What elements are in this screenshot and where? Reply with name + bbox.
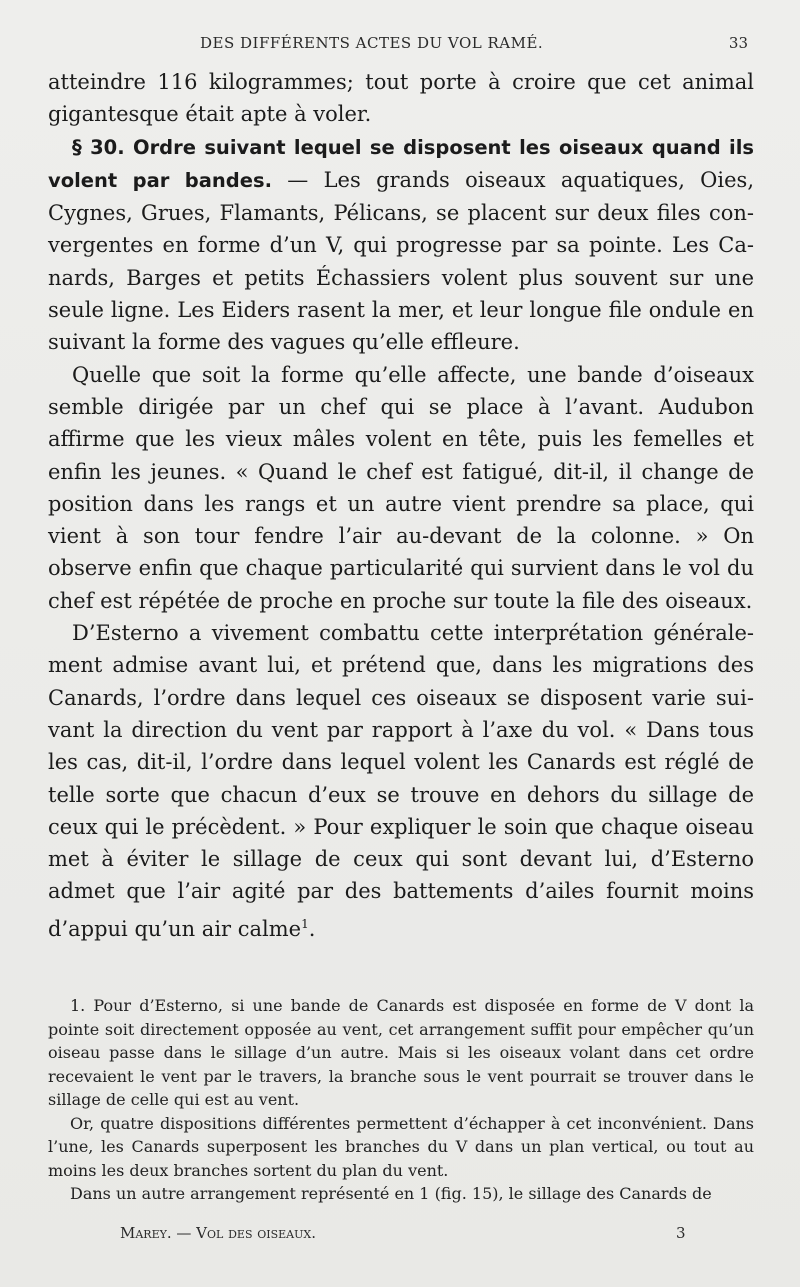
paragraph-end: . bbox=[308, 916, 316, 941]
running-title: DES DIFFÉRENTS ACTES DU VOL RAMÉ. bbox=[200, 34, 544, 52]
footnote-1-continued: Or, quatre dispositions différentes permettent d’échapper à cet inconvénient. Dans l’une, les Canards superposent les branches du V dans un plan vertical, ou tout au moins les deux branches sortent du plan du vent. bbox=[48, 1113, 754, 1180]
paragraph-desterno bbox=[48, 617, 754, 945]
footnotes bbox=[48, 994, 754, 1206]
paragraph-continuation: atteindre 116 kilogrammes; tout porte à croire que cet animal gigantesque était apte à voler. bbox=[48, 70, 754, 127]
main-text bbox=[48, 66, 754, 945]
footnote-1: 1. Pour d’Esterno, si une bande de Canards est disposée en forme de V dont la pointe soit directement opposée au vent, cet arrangement suffit pour empêcher qu’un oiseau passe dans le sillage d’un autre. Mais si les oiseaux volant dans cet ordre recevaient le vent par le travers, la branche sous le vent pourrait se trouver dans le sillage de celle qui est au vent. bbox=[48, 996, 754, 1109]
footnote-1-figure-ref: Dans un autre arrangement représenté en 1 (fig. 15), le sillage des Canards de bbox=[70, 1184, 712, 1203]
page-number: 33 bbox=[728, 34, 748, 52]
paragraph-leader: Quelle que soit la forme qu’elle affecte, une bande d’oiseaux semble dirigée par un chef qui se place à l’avant. Audubon affirme que les vieux mâles volent en tête, puis les femelles et enfin les jeunes. « Quand le chef est fatigué, dit-il, il change de position dans les rangs et un autre vient prendre sa place, qui vient à son tour fendre l’air au-devant de la colonne. » On observe enfin que chaque particularité qui survient dans le vol du chef est répétée de proche en proche sur toute la file des oiseaux. bbox=[48, 362, 754, 613]
footer-author: Marey. — Vol des oiseaux. bbox=[120, 1224, 316, 1242]
paragraph-section-30 bbox=[48, 131, 754, 359]
running-header bbox=[0, 34, 800, 56]
section-heading: § 30. Ordre suivant lequel se disposent les oiseaux quand ils volent par bandes. bbox=[48, 135, 754, 192]
section-text: — Les grands oiseaux aquatiques, Oies, Cygnes, Grues, Flamants, Pélicans, se placent sur deux files convergentes en forme d’un V, qui progresse par sa pointe. Les Canards, Barges et petits Échassiers volent plus souvent sur une seule ligne. Les Eiders rasent la mer, et leur longue file ondule en suivant la forme des vagues qu’elle effleure. bbox=[48, 167, 754, 355]
paragraph-desterno-text: D’Esterno a vivement combattu cette interprétation généralement admise avant lui, et prétend que, dans les migrations des Canards, l’ordre dans lequel ces oiseaux se disposent varie suivant la direction du vent par rapport à l’axe du vol. « Dans tous les cas, dit-il, l’ordre dans lequel volent les Canards est réglé de telle sorte que chacun d’eux se trouve en dehors du sillage de ceux qui le précèdent. » Pour expliquer le soin que chaque oiseau met à éviter le sillage de ceux qui sont devant lui, d’Esterno admet que l’air agité par des battements d’ailes fournit moins d’appui qu’un air calme bbox=[48, 621, 754, 941]
footnote-reference[interactable]: 1 bbox=[301, 916, 309, 931]
page-footer bbox=[0, 1224, 800, 1246]
signature-mark: 3 bbox=[676, 1224, 686, 1242]
